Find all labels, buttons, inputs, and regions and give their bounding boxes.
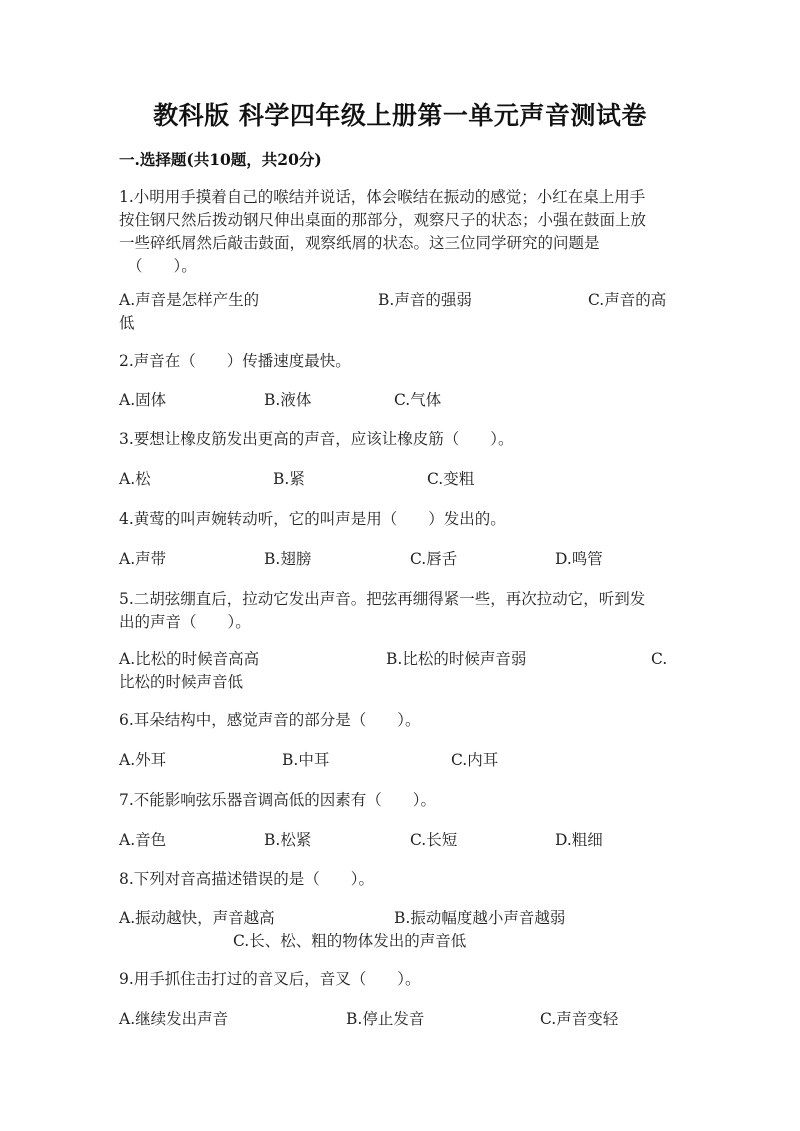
question-1-line-1: 1.小明用手摸着自己的喉结并说话，体会喉结在振动的感觉；小红在桌上用手 (119, 188, 646, 206)
question-1-option-c: C.声音的高 (588, 291, 667, 309)
question-1 (119, 186, 671, 278)
question-5-line-2: 出的声音（ ）。 (119, 613, 251, 631)
question-6: 6.耳朵结构中，感觉声音的部分是（ ）。 (119, 711, 421, 729)
question-4-option-a: A.声带 (119, 550, 167, 568)
question-5-option-c: C. (651, 650, 668, 668)
question-3: 3.要想让橡皮筋发出更高的声音，应该让橡皮筋（ ）。 (119, 430, 514, 448)
question-7: 7.不能影响弦乐器音调高低的因素有（ ）。 (119, 791, 437, 809)
question-8-option-a: A.振动越快，声音越高 (119, 909, 275, 927)
question-7-option-b: B.松紧 (264, 831, 312, 849)
question-5 (119, 588, 671, 634)
question-4-option-b: B.翅膀 (264, 550, 312, 568)
question-1-line-3: 一些碎纸屑然后敲击鼓面，观察纸屑的状态。这三位同学研究的问题是 (119, 234, 600, 252)
question-5-line-1: 5.二胡弦绷直后，拉动它发出声音。把弦再绷得紧一些，再次拉动它，听到发 (119, 590, 646, 608)
question-5-option-a: A.比松的时候音高高 (119, 650, 260, 668)
question-6-option-b: B.中耳 (282, 751, 330, 769)
question-7-option-c: C.长短 (410, 831, 458, 849)
question-2-option-a: A.固体 (119, 391, 167, 409)
page-title: 教科版 科学四年级上册第一单元声音测试卷 (153, 101, 647, 130)
question-7-option-a: A.音色 (119, 831, 167, 849)
question-3-option-a: A.松 (119, 470, 151, 488)
question-9-option-b: B.停止发音 (346, 1010, 425, 1028)
question-2-option-b: B.液体 (264, 391, 312, 409)
section-heading: 一.选择题(共10题，共20分) (119, 150, 322, 169)
question-4: 4.黄莺的叫声婉转动听，它的叫声是用（ ）发出的。 (119, 510, 506, 528)
question-3-option-b: B.紧 (273, 470, 305, 488)
question-6-option-c: C.内耳 (451, 751, 499, 769)
question-2-option-c: C.气体 (394, 391, 442, 409)
question-1-line-2: 按住钢尺然后拨动钢尺伸出桌面的那部分，观察尺子的状态；小强在鼓面上放 (119, 211, 647, 229)
question-4-option-c: C.唇舌 (410, 550, 458, 568)
question-5-option-b: B.比松的时候声音弱 (386, 650, 527, 668)
question-9-option-c: C.声音变轻 (540, 1010, 619, 1028)
question-8-option-b: B.振动幅度越小声音越弱 (394, 909, 566, 927)
question-4-option-d: D.鸣管 (555, 550, 603, 568)
question-1-option-c-wrap: 低 (119, 314, 135, 332)
question-5-option-c-wrap: 比松的时候声音低 (119, 673, 244, 691)
question-7-option-d: D.粗细 (555, 831, 603, 849)
question-8: 8.下列对音高描述错误的是（ ）。 (119, 870, 375, 888)
question-6-option-a: A.外耳 (119, 751, 167, 769)
question-1-line-4: （ ）。 (127, 257, 197, 275)
question-9-option-a: A.继续发出声音 (119, 1010, 229, 1028)
question-2: 2.声音在（ ）传播速度最快。 (119, 352, 351, 370)
question-3-option-c: C.变粗 (427, 470, 475, 488)
question-9: 9.用手抓住击打过的音叉后，音叉（ ）。 (119, 970, 421, 988)
question-8-option-c: C.长、松、粗的物体发出的声音低 (233, 932, 467, 950)
question-1-option-a: A.声音是怎样产生的 (119, 291, 260, 309)
question-1-option-b: B.声音的强弱 (378, 291, 472, 309)
